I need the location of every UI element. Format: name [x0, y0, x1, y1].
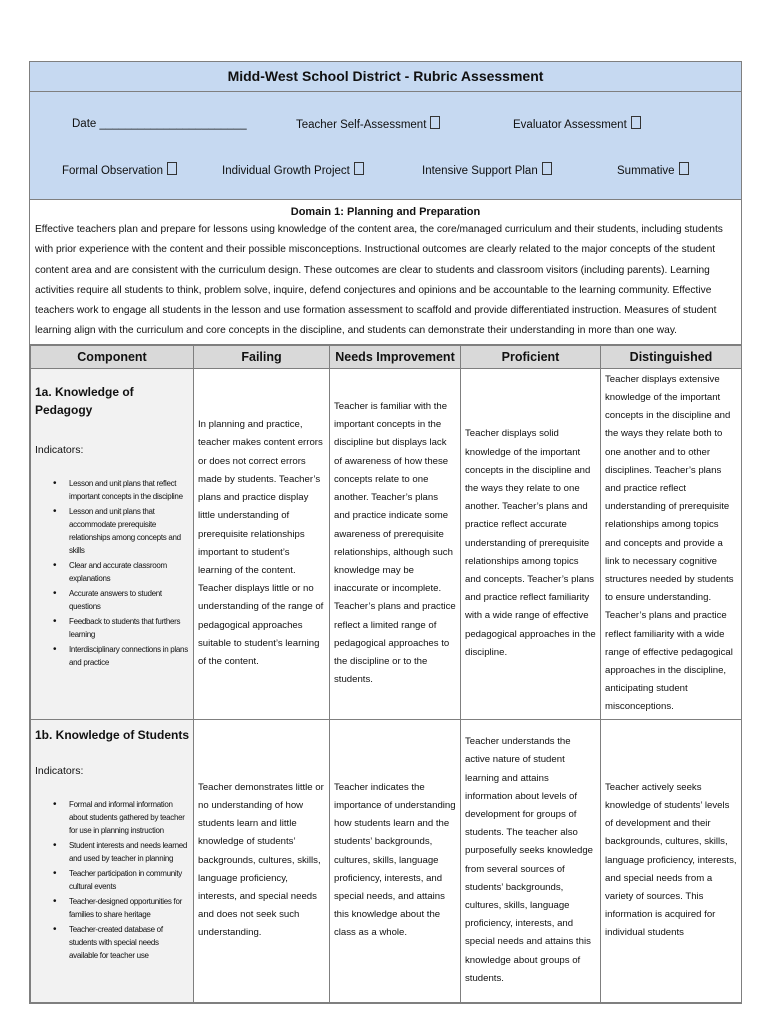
table-header-row — [31, 345, 742, 368]
failing-cell: In planning and practice, teacher makes content errors or does not correct errors made by students. Teacher’s plans and practice display little understanding of prerequisite relationships important to student’s learning of the content. Teacher displays little or no understanding of the range of pedagogical approaches suitable to student’s learning of the content. — [194, 368, 330, 719]
list-item: • Feedback to students that furthers learning — [53, 615, 189, 641]
date-field[interactable] — [72, 118, 247, 130]
formal-observation-label: Formal Observation — [62, 165, 163, 177]
column-header-component: Component — [31, 345, 194, 368]
intensive-support-plan-option[interactable] — [422, 162, 552, 177]
rubric-form — [29, 61, 742, 1004]
failing-cell: Teacher demonstrates little or no understanding of how students learn and little knowledge of students’ backgrounds, cultures, skills, language proficiency, interests, and special needs and does not seek such understanding. — [194, 719, 330, 1002]
table-row — [31, 368, 742, 719]
checkbox-icon[interactable] — [631, 116, 641, 129]
rubric-table — [30, 345, 742, 1003]
indicators-label: Indicators: — [35, 764, 84, 777]
individual-growth-project-option[interactable] — [222, 162, 364, 177]
assessment-header — [30, 92, 741, 200]
column-header-proficient: Proficient — [461, 345, 601, 368]
proficient-cell: Teacher understands the active nature of student learning and attains information about levels of development for groups of students. The teacher also purposefully seeks knowledge from several sources of students’ backgrounds, cultures, skills, language proficiency, interests, and special needs and attains this knowledge about groups of students. — [461, 719, 601, 1002]
component-cell — [31, 368, 194, 719]
list-item: • Interdisciplinary connections in plans and practice — [53, 643, 189, 669]
date-label: Date _______________________ — [72, 118, 247, 130]
indicators-list — [35, 477, 189, 669]
component-cell — [31, 719, 194, 1002]
needs-improvement-cell: Teacher indicates the importance of understanding how students learn and the students’ backgrounds, cultures, skills, language proficiency, interests, and special needs, and attains this knowledge about the class as a whole. — [330, 719, 461, 1002]
checkbox-icon[interactable] — [542, 162, 552, 175]
distinguished-cell: Teacher displays extensive knowledge of the important concepts in the discipline and the ways they relate both to one another and to other disciplines. Teacher’s plans and practice reflect understanding of prerequisite relationships among topics and concepts and provide a link to necessary cognitive structures needed by students to ensure understanding. Teacher’s plans and practice reflect familiarity with a wide range of effective pedagogical approaches in the discipline, anticipating student misconceptions. — [601, 368, 742, 719]
needs-improvement-cell: Teacher is familiar with the important concepts in the discipline but displays lack of awareness of how these concepts relate to one another. Teacher’s plans and practice indicate some awareness of prerequisite relationships, although such knowledge may be inaccurate or incomplete. Teacher’s plans and practice reflect a limited range of pedagogical approaches to the discipline or to the students. — [330, 368, 461, 719]
component-name: 1b. Knowledge of Students — [35, 727, 190, 742]
list-item: • Teacher-designed opportunities for families to share heritage — [53, 895, 189, 921]
list-item: • Teacher participation in community cultural events — [53, 867, 189, 893]
list-item: • Accurate answers to student questions — [53, 587, 189, 613]
indicators-list — [35, 798, 189, 962]
intensive-support-plan-label: Intensive Support Plan — [422, 165, 538, 177]
summative-label: Summative — [617, 165, 675, 177]
checkbox-icon[interactable] — [430, 116, 440, 129]
table-row — [31, 719, 742, 1002]
list-item: • Formal and informal information about students gathered by teacher for use in planning instruction — [53, 798, 189, 837]
column-header-distinguished: Distinguished — [601, 345, 742, 368]
evaluator-assessment-label: Evaluator Assessment — [513, 119, 627, 131]
column-header-needs-improvement: Needs Improvement — [330, 345, 461, 368]
evaluator-assessment-option[interactable] — [513, 116, 641, 131]
component-name: 1a. Knowledge of Pedagogy — [35, 384, 134, 417]
list-item: • Student interests and needs learned and used by teacher in planning — [53, 839, 189, 865]
list-item: • Lesson and unit plans that accommodate prerequisite relationships among concepts and skills — [53, 505, 189, 557]
list-item: • Teacher-created database of students with special needs available for teacher use — [53, 923, 189, 962]
checkbox-icon[interactable] — [354, 162, 364, 175]
checkbox-icon[interactable] — [679, 162, 689, 175]
indicators-label: Indicators: — [35, 444, 84, 457]
domain-description: Effective teachers plan and prepare for lessons using knowledge of the content area, the core/managed curriculum and their students, including students with prior experience with the content and their possible misconceptions. Instructional outcomes are clearly related to the major concepts of the student content area and are consistent with the curriculum design. These outcomes are clear to students and classroom visitors (including parents). Learning activities require all students to think, problem solve, inquire, defend conjectures and opinions and be accountable to the learning community. Effective teachers work to engage all students in the lesson and use formation assessment to scaffold and provide differentiated instruction. Measures of student learning align with the curriculum and core concepts in the discipline, and students can demonstrate their understanding in more than one way. — [35, 224, 723, 337]
formal-observation-option[interactable] — [62, 162, 177, 177]
individual-growth-project-label: Individual Growth Project — [222, 165, 350, 177]
domain-section — [30, 200, 741, 345]
page-title: Midd-West School District - Rubric Assessment — [30, 62, 741, 92]
domain-title: Domain 1: Planning and Preparation — [290, 206, 481, 218]
checkbox-icon[interactable] — [167, 162, 177, 175]
teacher-self-assessment-option[interactable] — [296, 116, 440, 131]
distinguished-cell: Teacher actively seeks knowledge of students’ levels of development and their backgrounds, cultures, skills, language proficiency, interests, and special needs from a variety of sources. This information is acquired for individual students — [601, 719, 742, 1002]
column-header-failing: Failing — [194, 345, 330, 368]
proficient-cell: Teacher displays solid knowledge of the important concepts in the discipline and the ways they relate to one another. Teacher’s plans and practice reflect accurate understanding of prerequisite relationships among topics and concepts. Teacher’s plans and practice reflect familiarity with a wide range of effective pedagogical approaches in the discipline. — [461, 368, 601, 719]
teacher-self-assessment-label: Teacher Self-Assessment — [296, 119, 427, 131]
list-item: • Clear and accurate classroom explanations — [53, 559, 189, 585]
summative-option[interactable] — [617, 162, 689, 177]
list-item: • Lesson and unit plans that reflect important concepts in the discipline — [53, 477, 189, 503]
